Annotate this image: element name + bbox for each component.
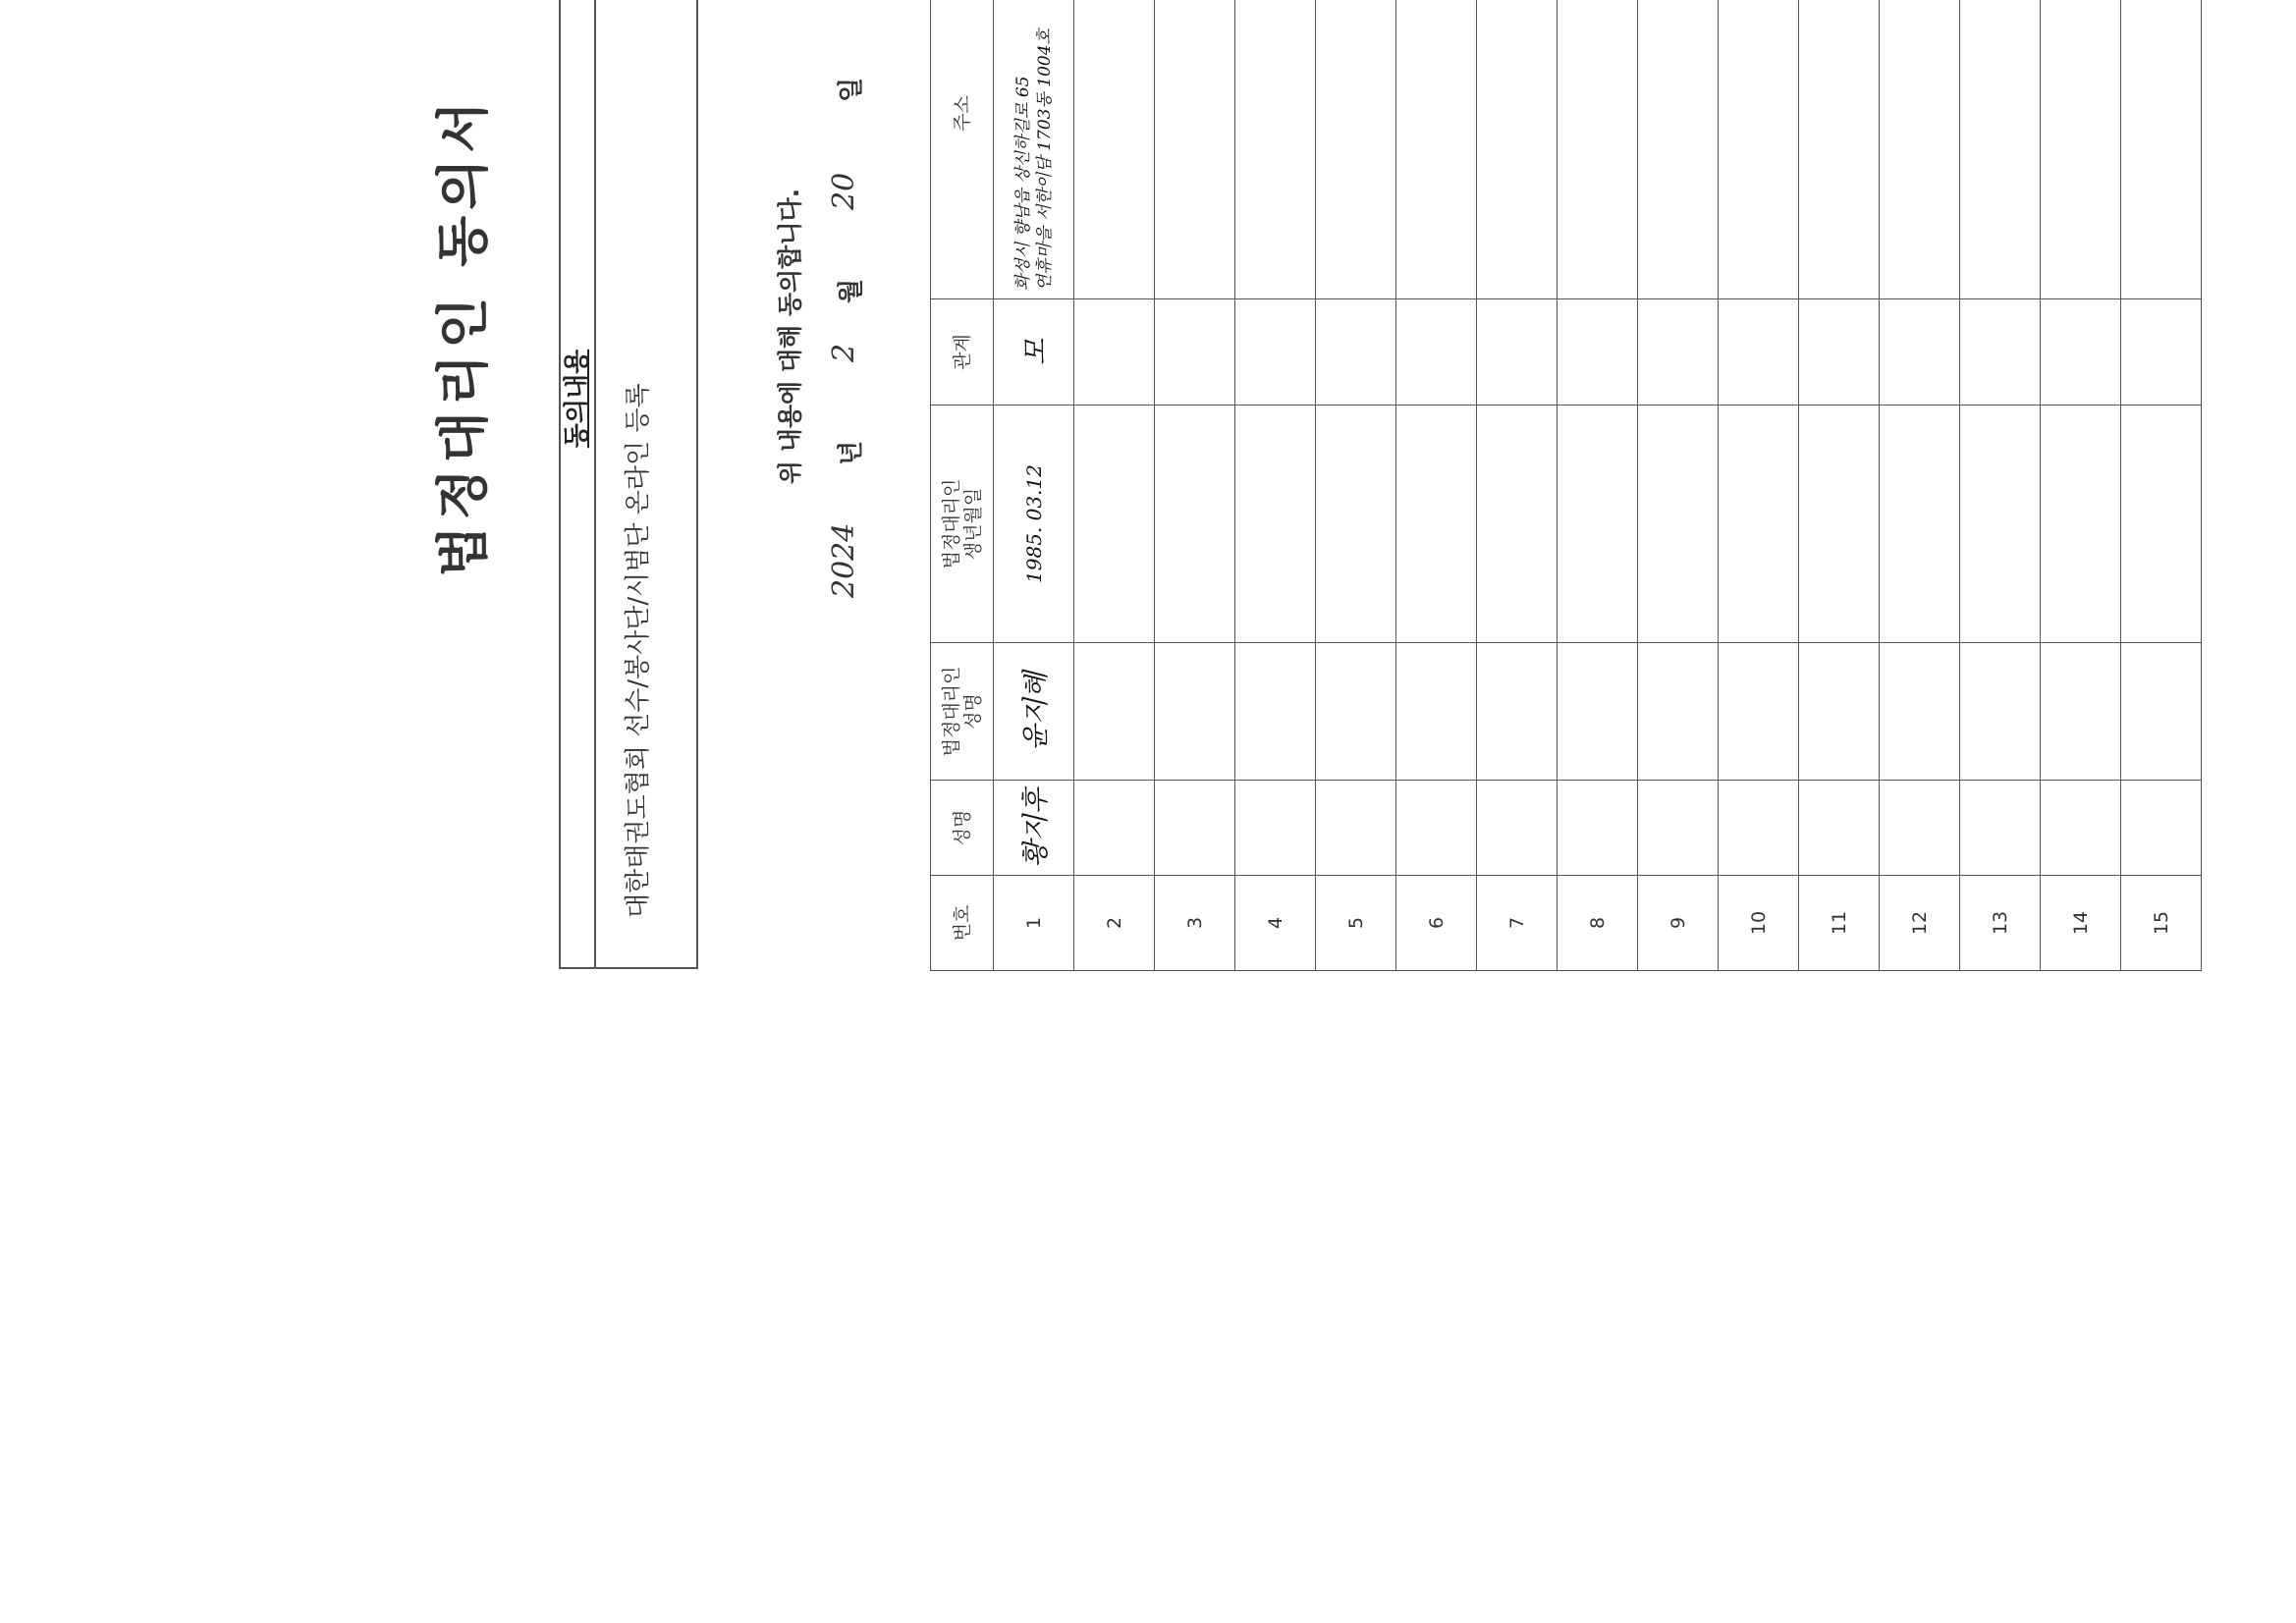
address bbox=[1074, 0, 1155, 299]
student-name bbox=[1396, 781, 1477, 876]
guardian-birth-text: 1985. 03.12 bbox=[1021, 464, 1046, 583]
guardian-birth bbox=[1638, 406, 1719, 643]
relation bbox=[1316, 299, 1396, 406]
student-name bbox=[2121, 781, 2202, 876]
guardian-birth bbox=[2121, 406, 2202, 643]
address bbox=[1558, 0, 1638, 299]
consent-form-page bbox=[166, 0, 2296, 1148]
relation bbox=[1235, 299, 1316, 406]
relation bbox=[1477, 299, 1558, 406]
relation bbox=[1719, 299, 1799, 406]
student-name bbox=[994, 781, 1074, 876]
row-number-text: 6 bbox=[1425, 916, 1448, 930]
relation bbox=[1880, 299, 1960, 406]
address bbox=[1155, 0, 1235, 299]
table-row bbox=[1558, 0, 1638, 971]
student-name bbox=[1477, 781, 1558, 876]
table-row bbox=[1960, 0, 2041, 971]
student-name bbox=[1799, 781, 1880, 876]
guardian-birth bbox=[1799, 406, 1880, 643]
row-number bbox=[1638, 876, 1719, 971]
address bbox=[2121, 0, 2202, 299]
guardian-name bbox=[1799, 643, 1880, 781]
table-header-row bbox=[931, 0, 994, 971]
relation bbox=[1558, 299, 1638, 406]
consent-header: 동의내용 bbox=[561, 0, 596, 967]
address-line: 연휴마을 서한이담 1703동 1004호 bbox=[1034, 28, 1055, 291]
row-number bbox=[1799, 876, 1880, 971]
guardian-birth bbox=[1316, 406, 1396, 643]
header-no: 번호 bbox=[931, 876, 994, 971]
address-line: 화성시 향남읍 상신하길로 65 bbox=[1012, 76, 1033, 291]
table-row bbox=[1316, 0, 1396, 971]
relation bbox=[2121, 299, 2202, 406]
table-row bbox=[1477, 0, 1558, 971]
guardian-name bbox=[1638, 643, 1719, 781]
page-title: 법정대리인 동의서 bbox=[432, 95, 494, 577]
row-number-text: 5 bbox=[1344, 916, 1367, 930]
student-name bbox=[1235, 781, 1316, 876]
student-name-text: 황지후 bbox=[1018, 787, 1052, 868]
guardian-birth bbox=[1558, 406, 1638, 643]
row-number bbox=[1235, 876, 1316, 971]
relation bbox=[994, 299, 1074, 406]
agree-statement: 위 내용에 대해 동의합니다. bbox=[776, 188, 804, 485]
guardian-name bbox=[1477, 643, 1558, 781]
guardian-birth bbox=[1074, 406, 1155, 643]
relation-text: 모 bbox=[1018, 338, 1052, 366]
date-month-label: 월 bbox=[837, 278, 866, 303]
address bbox=[2041, 0, 2121, 299]
student-name bbox=[1960, 781, 2041, 876]
row-number bbox=[1316, 876, 1396, 971]
guardian-birth bbox=[994, 406, 1074, 643]
row-number-text: 15 bbox=[2150, 910, 2172, 936]
guardian-birth bbox=[1235, 406, 1316, 643]
row-number bbox=[1880, 876, 1960, 971]
header-guardian-birth: 법정대리인 생년월일 bbox=[931, 406, 994, 643]
row-number-text: 14 bbox=[2069, 910, 2092, 936]
guardian-name bbox=[994, 643, 1074, 781]
header-address: 주소 bbox=[931, 0, 994, 299]
table-row bbox=[994, 0, 1074, 971]
relation bbox=[1960, 299, 2041, 406]
relation bbox=[1074, 299, 1155, 406]
date-year-label: 년 bbox=[837, 440, 866, 465]
guardian-birth bbox=[2041, 406, 2121, 643]
guardian-birth bbox=[1719, 406, 1799, 643]
row-number bbox=[1719, 876, 1799, 971]
student-name bbox=[1719, 781, 1799, 876]
date-year: 2024 bbox=[827, 522, 861, 598]
address bbox=[1316, 0, 1396, 299]
address bbox=[1638, 0, 1719, 299]
date-day: 20 bbox=[827, 172, 861, 210]
row-number bbox=[1396, 876, 1477, 971]
address bbox=[994, 0, 1074, 299]
table-row bbox=[1155, 0, 1235, 971]
table-row bbox=[2121, 0, 2202, 971]
guardian-name bbox=[1880, 643, 1960, 781]
student-name bbox=[1880, 781, 1960, 876]
table-row bbox=[1638, 0, 1719, 971]
row-number-text: 1 bbox=[1022, 916, 1045, 930]
student-name bbox=[1638, 781, 1719, 876]
date-line bbox=[827, 68, 876, 598]
row-number bbox=[2121, 876, 2202, 971]
row-number bbox=[1960, 876, 2041, 971]
row-number bbox=[1074, 876, 1155, 971]
table-row bbox=[1880, 0, 1960, 971]
table-row bbox=[1396, 0, 1477, 971]
row-number-text: 12 bbox=[1908, 910, 1931, 936]
table-row bbox=[1235, 0, 1316, 971]
date-month: 2 bbox=[827, 343, 861, 362]
row-number bbox=[994, 876, 1074, 971]
row-number-text: 7 bbox=[1505, 916, 1528, 930]
guardian-name bbox=[2121, 643, 2202, 781]
relation bbox=[2041, 299, 2121, 406]
student-name bbox=[1316, 781, 1396, 876]
address bbox=[1477, 0, 1558, 299]
guardian-name bbox=[2041, 643, 2121, 781]
header-guardian-name: 법정대리인 성명 bbox=[931, 643, 994, 781]
guardian-birth bbox=[1880, 406, 1960, 643]
row-number-text: 3 bbox=[1183, 916, 1206, 930]
relation bbox=[1799, 299, 1880, 406]
student-name bbox=[2041, 781, 2121, 876]
guardian-birth bbox=[1155, 406, 1235, 643]
table-row bbox=[1719, 0, 1799, 971]
guardian-name bbox=[1960, 643, 2041, 781]
student-name bbox=[1074, 781, 1155, 876]
address bbox=[1396, 0, 1477, 299]
guardian-name bbox=[1235, 643, 1316, 781]
row-number-text: 9 bbox=[1667, 916, 1689, 930]
relation bbox=[1638, 299, 1719, 406]
address bbox=[1880, 0, 1960, 299]
table-row bbox=[1074, 0, 1155, 971]
address bbox=[1960, 0, 2041, 299]
table-row bbox=[2041, 0, 2121, 971]
table-row bbox=[1799, 0, 1880, 971]
address bbox=[1719, 0, 1799, 299]
consent-box bbox=[559, 0, 698, 969]
guardian-name bbox=[1316, 643, 1396, 781]
guardian-name bbox=[1074, 643, 1155, 781]
row-number bbox=[1477, 876, 1558, 971]
row-number bbox=[1155, 876, 1235, 971]
student-name bbox=[1155, 781, 1235, 876]
header-name: 성명 bbox=[931, 781, 994, 876]
row-number-text: 2 bbox=[1103, 916, 1125, 930]
student-name bbox=[1558, 781, 1638, 876]
guardian-name bbox=[1155, 643, 1235, 781]
relation bbox=[1396, 299, 1477, 406]
guardian-name-text: 윤지혜 bbox=[1018, 671, 1052, 752]
row-number bbox=[2041, 876, 2121, 971]
guardian-birth bbox=[1396, 406, 1477, 643]
address bbox=[1235, 0, 1316, 299]
relation bbox=[1155, 299, 1235, 406]
address bbox=[1799, 0, 1880, 299]
row-number-text: 11 bbox=[1828, 910, 1850, 936]
row-number-text: 8 bbox=[1586, 916, 1609, 930]
row-number-text: 4 bbox=[1264, 916, 1286, 930]
header-relation: 관계 bbox=[931, 299, 994, 406]
row-number-text: 10 bbox=[1747, 910, 1770, 936]
row-number bbox=[1558, 876, 1638, 971]
guardian-name bbox=[1396, 643, 1477, 781]
guardian-name bbox=[1719, 643, 1799, 781]
guardian-birth bbox=[1477, 406, 1558, 643]
consent-body: 대한태권도협회 선수/봉사단/시범단 온라인 등록 bbox=[624, 383, 653, 918]
date-day-label: 일 bbox=[837, 77, 866, 102]
row-number-text: 13 bbox=[1989, 910, 2011, 936]
guardian-birth bbox=[1960, 406, 2041, 643]
guardian-table bbox=[930, 0, 2202, 971]
guardian-name bbox=[1558, 643, 1638, 781]
